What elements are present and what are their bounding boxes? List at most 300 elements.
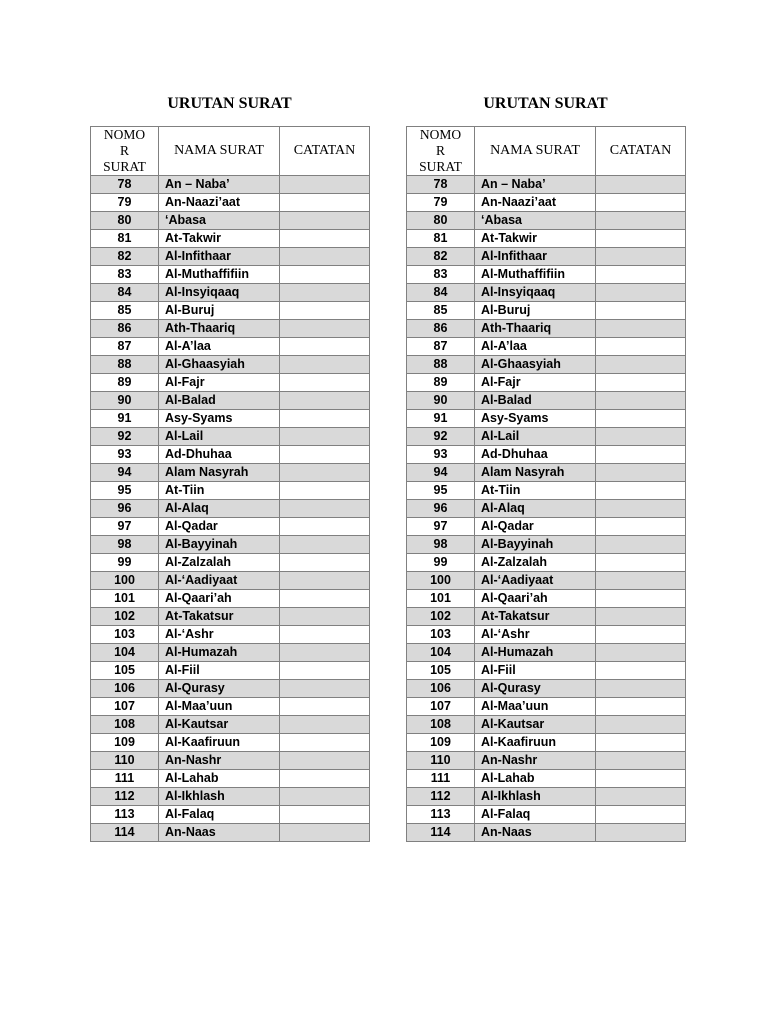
table-row [407,590,686,608]
table-row [407,482,686,500]
table-row [91,194,370,212]
surah-name-cell: Alam Nasyrah [475,464,596,482]
surah-name-cell: Al-Zalzalah [159,554,280,572]
surah-name-cell: Al-Qaari’ah [475,590,596,608]
surah-number-cell: 93 [91,446,159,464]
notes-cell [280,284,370,302]
notes-cell [596,752,686,770]
surah-number-cell: 112 [91,788,159,806]
table-title: URUTAN SURAT [483,95,608,112]
surah-number-cell: 107 [407,698,475,716]
surah-name-cell: Ad-Dhuhaa [159,446,280,464]
notes-cell [596,428,686,446]
surah-number-cell: 79 [91,194,159,212]
notes-cell [280,212,370,230]
surah-name-cell: At-Tiin [475,482,596,500]
notes-cell [280,356,370,374]
surah-number-cell: 114 [91,824,159,842]
table-row [91,428,370,446]
notes-cell [280,266,370,284]
surah-number-cell: 114 [407,824,475,842]
notes-cell [280,752,370,770]
surah-name-cell: Al-Bayyinah [159,536,280,554]
notes-cell [596,590,686,608]
notes-cell [280,554,370,572]
notes-cell [280,518,370,536]
surah-number-cell: 111 [407,770,475,788]
surah-number-cell: 94 [407,464,475,482]
surah-name-cell: Al-Alaq [159,500,280,518]
surah-number-cell: 105 [407,662,475,680]
surah-number-cell: 84 [91,284,159,302]
surah-table-panel-left [90,92,369,842]
table-row [407,392,686,410]
table-row [407,518,686,536]
surah-number-cell: 102 [91,608,159,626]
surah-name-cell: Al-‘Ashr [475,626,596,644]
table-row [407,500,686,518]
notes-cell [596,212,686,230]
notes-cell [596,770,686,788]
notes-cell [280,392,370,410]
surah-number-cell: 109 [91,734,159,752]
notes-cell [596,374,686,392]
notes-cell [596,356,686,374]
surah-name-cell: An-Naas [475,824,596,842]
surah-number-cell: 80 [91,212,159,230]
surah-name-cell: At-Takatsur [159,608,280,626]
notes-cell [596,266,686,284]
surah-name-cell: At-Takwir [475,230,596,248]
notes-cell [596,482,686,500]
surah-name-cell: Al-Qaari’ah [159,590,280,608]
notes-cell [280,644,370,662]
notes-cell [596,806,686,824]
surah-name-cell: Al-Fiil [475,662,596,680]
table-row [407,464,686,482]
notes-cell [280,302,370,320]
table-row [407,338,686,356]
surah-number-cell: 100 [407,572,475,590]
surah-name-cell: Al-Balad [475,392,596,410]
table-row [91,446,370,464]
table-row [91,500,370,518]
surah-number-cell: 81 [91,230,159,248]
notes-cell [596,392,686,410]
surah-number-cell: 90 [91,392,159,410]
notes-cell [596,410,686,428]
surah-name-cell: Al-Humazah [159,644,280,662]
surah-name-cell: Al-Qurasy [159,680,280,698]
surah-number-cell: 78 [91,176,159,194]
notes-cell [596,536,686,554]
notes-cell [280,608,370,626]
table-row [407,644,686,662]
table-row [91,320,370,338]
header-surah-number: NOMO R SURAT [407,127,475,176]
surah-name-cell: Ath-Thaariq [475,320,596,338]
notes-cell [280,680,370,698]
surah-name-cell: Al-A’laa [159,338,280,356]
surah-number-cell: 104 [407,644,475,662]
surah-number-cell: 83 [91,266,159,284]
notes-cell [280,194,370,212]
surah-name-cell: Al-A’laa [475,338,596,356]
table-row [91,680,370,698]
surah-number-cell: 83 [407,266,475,284]
notes-cell [596,716,686,734]
table-row [91,230,370,248]
notes-cell [596,518,686,536]
surah-name-cell: Asy-Syams [475,410,596,428]
notes-cell [280,824,370,842]
notes-cell [280,428,370,446]
table-row [407,302,686,320]
surah-name-cell: Al-Maa’uun [159,698,280,716]
surah-name-cell: At-Tiin [159,482,280,500]
table-row [91,518,370,536]
table-row [91,482,370,500]
table-row [91,410,370,428]
surah-number-cell: 94 [91,464,159,482]
table-row [407,608,686,626]
surah-number-cell: 106 [91,680,159,698]
surah-name-cell: Al-Ghaasyiah [475,356,596,374]
surah-name-cell: Al-Insyiqaaq [159,284,280,302]
table-row [91,356,370,374]
table-row [91,374,370,392]
table-row [407,788,686,806]
table-row [91,554,370,572]
table-row [407,230,686,248]
notes-cell [596,662,686,680]
notes-cell [596,608,686,626]
surah-name-cell: Al-Maa’uun [475,698,596,716]
surah-name-cell: ‘Abasa [475,212,596,230]
table-row [407,680,686,698]
surah-name-cell: Asy-Syams [159,410,280,428]
notes-cell [596,626,686,644]
surah-name-cell: Al-Muthaffifiin [159,266,280,284]
table-title: URUTAN SURAT [167,95,292,112]
surah-number-cell: 96 [407,500,475,518]
surah-name-cell: An-Naas [159,824,280,842]
surah-number-cell: 90 [407,392,475,410]
surah-name-cell: Al-Falaq [475,806,596,824]
surah-number-cell: 109 [407,734,475,752]
surah-number-cell: 87 [91,338,159,356]
table-row [91,572,370,590]
surah-number-cell: 87 [407,338,475,356]
surah-number-cell: 97 [91,518,159,536]
notes-cell [280,590,370,608]
surah-name-cell: Al-Lail [159,428,280,446]
surah-order-table [406,126,686,842]
surah-name-cell: Al-Buruj [159,302,280,320]
surah-name-cell: Al-Ikhlash [159,788,280,806]
table-row [407,176,686,194]
header-surah-name: NAMA SURAT [475,127,596,176]
notes-cell [596,320,686,338]
notes-cell [280,446,370,464]
surah-name-cell: Al-Alaq [475,500,596,518]
notes-cell [280,410,370,428]
notes-cell [280,698,370,716]
surah-number-cell: 96 [91,500,159,518]
table-row [407,446,686,464]
notes-cell [596,788,686,806]
table-row [91,266,370,284]
surah-number-cell: 103 [407,626,475,644]
surah-name-cell: Al-Qadar [475,518,596,536]
surah-name-cell: Al-Lahab [475,770,596,788]
table-row [407,428,686,446]
surah-number-cell: 99 [407,554,475,572]
surah-number-cell: 88 [91,356,159,374]
surah-name-cell: Al-Kautsar [159,716,280,734]
surah-name-cell: Al-Infithaar [159,248,280,266]
surah-name-cell: Al-Lail [475,428,596,446]
surah-name-cell: Al-Insyiqaaq [475,284,596,302]
surah-name-cell: Al-Balad [159,392,280,410]
surah-name-cell: Al-Zalzalah [475,554,596,572]
surah-name-cell: At-Takwir [159,230,280,248]
surah-number-cell: 79 [407,194,475,212]
surah-number-cell: 110 [91,752,159,770]
table-row [91,608,370,626]
notes-cell [596,194,686,212]
surah-number-cell: 113 [407,806,475,824]
notes-cell [280,626,370,644]
table-row [91,734,370,752]
surah-name-cell: An – Naba’ [159,176,280,194]
surah-number-cell: 82 [91,248,159,266]
surah-name-cell: Al-Kaafiruun [475,734,596,752]
surah-name-cell: Al-Ghaasyiah [159,356,280,374]
notes-cell [596,680,686,698]
notes-cell [280,734,370,752]
surah-name-cell: Al-Fajr [159,374,280,392]
notes-cell [596,734,686,752]
table-row [407,410,686,428]
notes-cell [280,248,370,266]
surah-name-cell: Ad-Dhuhaa [475,446,596,464]
table-row [91,626,370,644]
surah-name-cell: Al-Kaafiruun [159,734,280,752]
surah-number-cell: 107 [91,698,159,716]
table-row [91,302,370,320]
table-row [407,356,686,374]
surah-number-cell: 84 [407,284,475,302]
notes-cell [596,176,686,194]
table-row [407,662,686,680]
table-row [91,788,370,806]
surah-name-cell: Al-Buruj [475,302,596,320]
notes-cell [596,338,686,356]
surah-order-table [90,126,370,842]
table-row [407,248,686,266]
surah-number-cell: 102 [407,608,475,626]
notes-cell [280,788,370,806]
table-row [91,662,370,680]
surah-number-cell: 98 [407,536,475,554]
surah-number-cell: 108 [91,716,159,734]
surah-name-cell: At-Takatsur [475,608,596,626]
notes-cell [280,374,370,392]
surah-name-cell: Al-Qurasy [475,680,596,698]
table-row [407,572,686,590]
surah-number-cell: 112 [407,788,475,806]
surah-name-cell: Al-Bayyinah [475,536,596,554]
table-row [407,698,686,716]
table-row [91,176,370,194]
table-row [407,770,686,788]
surah-number-cell: 105 [91,662,159,680]
surah-name-cell: Al-Ikhlash [475,788,596,806]
notes-cell [596,500,686,518]
table-row [91,644,370,662]
surah-number-cell: 89 [407,374,475,392]
surah-name-cell: Al-Muthaffifiin [475,266,596,284]
surah-name-cell: An-Naazi’aat [159,194,280,212]
header-surah-number: NOMO R SURAT [91,127,159,176]
table-row [407,320,686,338]
surah-number-cell: 108 [407,716,475,734]
table-row [407,824,686,842]
notes-cell [596,698,686,716]
notes-cell [596,446,686,464]
notes-cell [596,248,686,266]
notes-cell [280,230,370,248]
table-row [407,752,686,770]
surah-name-cell: Al-Falaq [159,806,280,824]
notes-cell [280,176,370,194]
notes-cell [280,482,370,500]
surah-name-cell: Ath-Thaariq [159,320,280,338]
surah-name-cell: Alam Nasyrah [159,464,280,482]
surah-number-cell: 111 [91,770,159,788]
table-row [407,284,686,302]
table-row [91,752,370,770]
surah-number-cell: 95 [91,482,159,500]
table-row [91,716,370,734]
surah-number-cell: 93 [407,446,475,464]
notes-cell [280,662,370,680]
table-row [407,374,686,392]
table-row [91,338,370,356]
table-row [407,536,686,554]
notes-cell [596,302,686,320]
notes-cell [280,572,370,590]
surah-number-cell: 91 [407,410,475,428]
table-row [91,284,370,302]
table-row [91,536,370,554]
surah-number-cell: 106 [407,680,475,698]
surah-number-cell: 85 [91,302,159,320]
notes-cell [596,554,686,572]
surah-number-cell: 85 [407,302,475,320]
surah-number-cell: 81 [407,230,475,248]
surah-number-cell: 101 [91,590,159,608]
surah-number-cell: 110 [407,752,475,770]
header-notes: CATATAN [280,127,370,176]
surah-number-cell: 86 [91,320,159,338]
table-row [407,716,686,734]
surah-name-cell: Al-Humazah [475,644,596,662]
surah-number-cell: 101 [407,590,475,608]
surah-number-cell: 98 [91,536,159,554]
surah-number-cell: 91 [91,410,159,428]
surah-number-cell: 95 [407,482,475,500]
table-row [91,770,370,788]
notes-cell [280,338,370,356]
notes-cell [596,644,686,662]
surah-number-cell: 113 [91,806,159,824]
surah-name-cell: An – Naba’ [475,176,596,194]
surah-name-cell: Al-Lahab [159,770,280,788]
table-row [91,392,370,410]
table-row [407,734,686,752]
surah-name-cell: ‘Abasa [159,212,280,230]
surah-number-cell: 97 [407,518,475,536]
surah-name-cell: Al-Qadar [159,518,280,536]
surah-name-cell: An-Naazi’aat [475,194,596,212]
surah-number-cell: 86 [407,320,475,338]
notes-cell [280,464,370,482]
table-header-row [91,127,370,176]
surah-number-cell: 104 [91,644,159,662]
table-row [91,698,370,716]
notes-cell [280,716,370,734]
notes-cell [280,806,370,824]
table-row [407,626,686,644]
surah-number-cell: 89 [91,374,159,392]
surah-name-cell: Al-‘Aadiyaat [475,572,596,590]
header-surah-name: NAMA SURAT [159,127,280,176]
table-row [407,554,686,572]
notes-cell [280,500,370,518]
table-row [91,464,370,482]
surah-number-cell: 99 [91,554,159,572]
table-body [407,176,686,842]
surah-name-cell: An-Nashr [475,752,596,770]
table-row [91,824,370,842]
notes-cell [596,284,686,302]
notes-cell [280,320,370,338]
table-row [407,266,686,284]
table-row [91,212,370,230]
table-header-row [407,127,686,176]
notes-cell [596,464,686,482]
table-row [407,806,686,824]
surah-name-cell: Al-‘Ashr [159,626,280,644]
notes-cell [280,770,370,788]
table-row [91,590,370,608]
surah-number-cell: 92 [407,428,475,446]
notes-cell [596,230,686,248]
surah-number-cell: 88 [407,356,475,374]
table-row [91,806,370,824]
surah-number-cell: 100 [91,572,159,590]
surah-number-cell: 92 [91,428,159,446]
table-body [91,176,370,842]
surah-number-cell: 103 [91,626,159,644]
surah-name-cell: Al-Fajr [475,374,596,392]
surah-name-cell: Al-Fiil [159,662,280,680]
notes-cell [280,536,370,554]
table-row [407,212,686,230]
surah-number-cell: 78 [407,176,475,194]
